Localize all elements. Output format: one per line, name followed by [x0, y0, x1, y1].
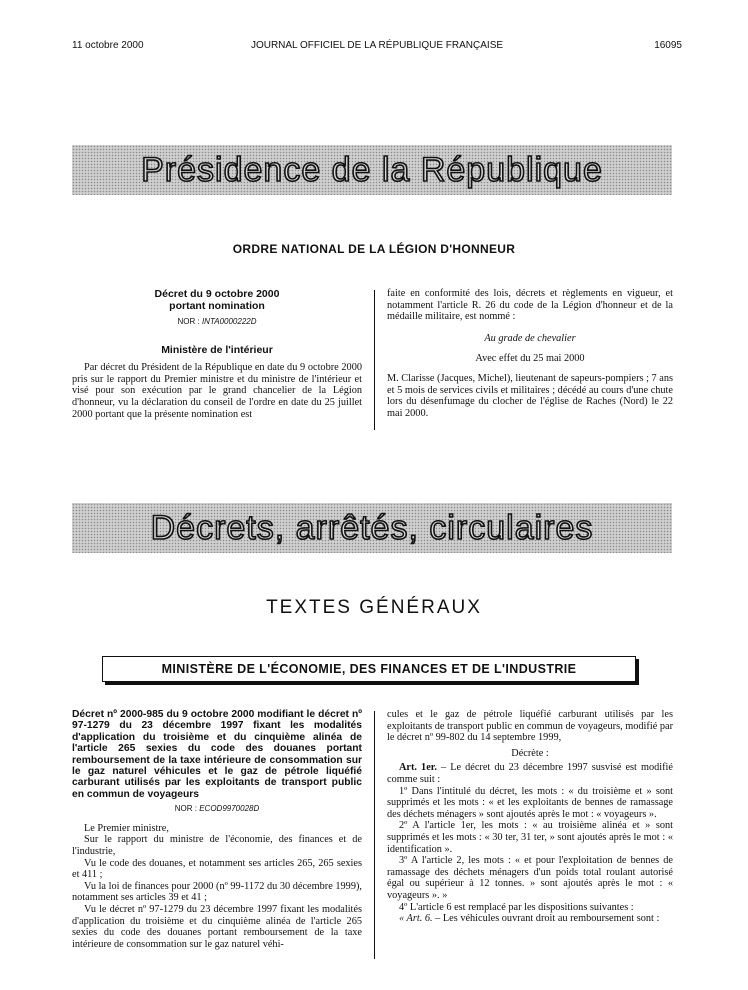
decree2-art1: Art. 1er. – Le décret du 23 décembre 1997 susvisé est modifié comme suit :	[387, 762, 673, 785]
decree2-decrete: Décrète :	[511, 747, 549, 759]
decree1-column-left	[72, 288, 362, 420]
section-heading-legion: ORDRE NATIONAL DE LA LÉGION D'HONNEUR	[232, 242, 516, 256]
decree2-item3: 3º A l'article 2, les mots : « et pour l'exploitation de bennes de ramassage des déchets ménagers d'un poids total roulant autorisé égal ou supérieur à 12 tonnes. » sont ajoutés après le mot : « voyageurs ». »	[387, 855, 673, 901]
decree2-title: Décret nº 2000-985 du 9 octobre 2000 modifiant le décret nº 97-1279 du 23 décembre 1997 fixant les modalités d'application du troisième et du cinquième alinéa de l'article 265 sexies du code des douanes portant remboursement de la taxe intérieure de consommation sur le gaz naturel véhicules et le gaz de pétrole liquéfié carburant utilisés par les exploitants de transport public en commun de voyageurs	[72, 709, 362, 800]
header-page-number: 16095	[654, 40, 682, 51]
decree2-item4: 4º L'article 6 est remplacé par les dispositions suivantes :	[399, 901, 634, 913]
decree1-paragraph: Par décret du Président de la République en date du 9 octobre 2000 pris sur le rapport du Premier ministre et du ministre de l'intérieur et visé pour son exécution par le grand chancelier de la Légion d'honneur, vu la déclaration du conseil de l'ordre en date du 25 juillet 2000 portant que la présente nomination est	[72, 362, 362, 420]
decree2-item1: 1º Dans l'intitulé du décret, les mots : « du troisième et » sont supprimés et les mots : « et les exploitants de bennes de ramassage des déchets ménagers » sont ajoutés après le mot : « voyageurs ».	[387, 785, 673, 820]
banner-presidence-text: Présidence de la République	[141, 150, 603, 189]
decree1-title: Décret du 9 octobre 2000 portant nomination	[154, 288, 280, 312]
decree1-ministry: Ministère de l'intérieur	[161, 343, 273, 356]
decree2-item2: 2º A l'article 1er, les mots : « au troisième alinéa et » sont supprimés et les mots : « 30 ter, 31 ter, » sont ajoutés après le mot : « identification ».	[387, 820, 673, 855]
decree1-paragraph-cont: faite en conformité des lois, décrets et règlements en vigueur, et notamment l'article R. 26 du code de la Légion d'honneur et de la médaille militaire, est nommé :	[387, 288, 673, 323]
banner-presidence	[72, 145, 672, 195]
column-divider	[374, 711, 375, 959]
section-heading-textes: TEXTES GÉNÉRAUX	[266, 597, 482, 618]
decree1-nor: NOR : INTA0000222D	[177, 317, 257, 326]
column-divider	[374, 290, 375, 430]
banner-decrets-text: Décrets, arrêtés, circulaires	[150, 508, 594, 547]
decree1-grade: Au grade de chevalier	[484, 332, 576, 344]
decree2-p2: Sur le rapport du ministre de l'économie, des finances et de l'industrie,	[72, 834, 362, 858]
decree2-item5: « Art. 6. – Les véhicules ouvrant droit au remboursement sont :	[399, 913, 660, 925]
decree2-p5: Vu le décret nº 97-1279 du 23 décembre 1997 fixant les modalités d'application du troisième et du cinquième alinéa de l'article 265 sexies du code des douanes portant remboursement de la taxe intérieure de consommation sur le gaz naturel véhi-	[72, 904, 362, 950]
ministry-box: MINISTÈRE DE L'ÉCONOMIE, DES FINANCES ET DE L'INDUSTRIE	[102, 656, 636, 682]
decree2-p3: Vu le code des douanes, et notamment ses articles 265, 265 sexies et 411 ;	[72, 857, 362, 881]
decree2-nor: NOR : ECOD9970028D	[174, 804, 260, 814]
decree2-p1: Le Premier ministre,	[84, 822, 169, 834]
decree2-p4: Vu la loi de finances pour 2000 (nº 99-1172 du 30 décembre 1999), notamment ses articles 39 et 41 ;	[72, 880, 362, 904]
decree2-column-right	[387, 709, 673, 925]
decree1-effect: Avec effet du 25 mai 2000	[475, 353, 585, 365]
header-date: 11 octobre 2000	[72, 40, 144, 51]
page-header	[72, 40, 682, 54]
decree1-person: M. Clarisse (Jacques, Michel), lieutenant de sapeurs-pompiers ; 7 ans et 5 mois de services civils et militaires ; décédé au cours d'une chute lors du désenfumage du clocher de l'église de Raches (Nord) le 22 mai 2000.	[387, 372, 673, 419]
header-journal-title: JOURNAL OFFICIEL DE LA RÉPUBLIQUE FRANÇAISE	[250, 40, 504, 51]
decree2-q1: cules et le gaz de pétrole liquéfié carburant utilisés par les exploitants de transport public en commun de voyageurs, modifié par le décret nº 99-802 du 14 septembre 1999,	[387, 709, 673, 744]
decree2-column-left	[72, 709, 362, 950]
decree1-column-right	[387, 288, 673, 419]
banner-decrets	[72, 503, 672, 553]
